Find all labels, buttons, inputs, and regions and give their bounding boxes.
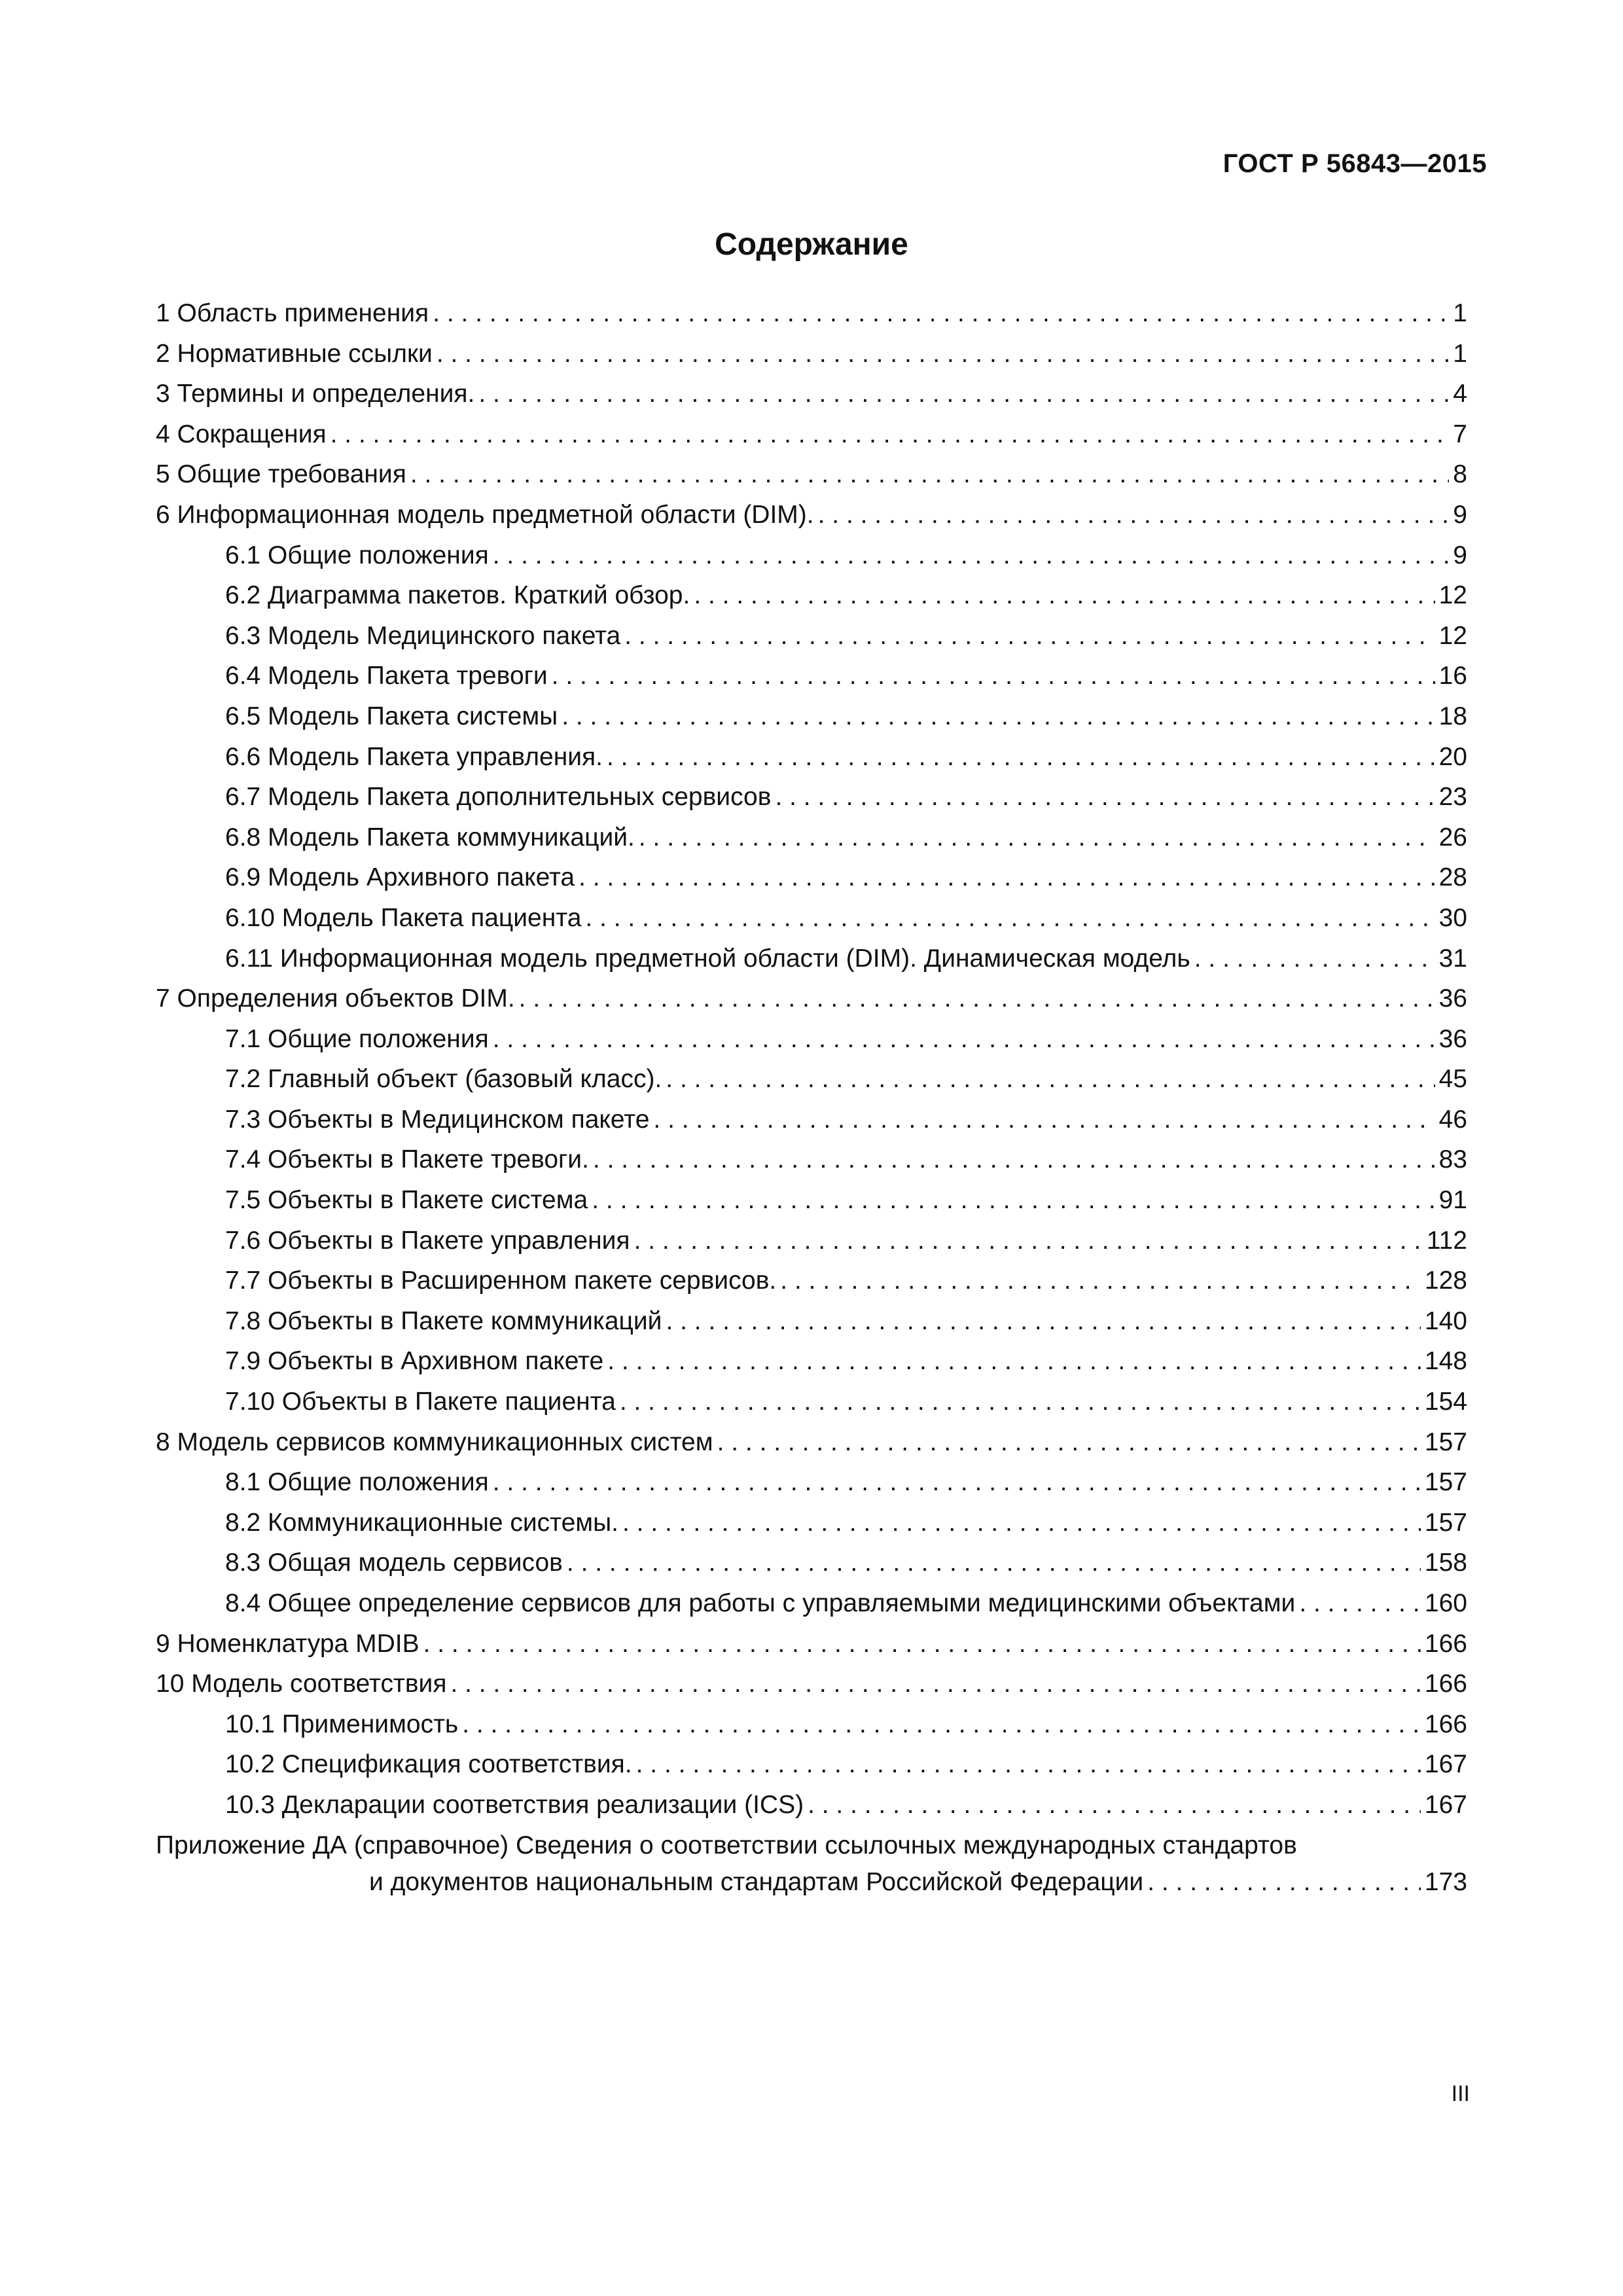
toc-entry-label: 7.6 Объекты в Пакете управления (225, 1226, 630, 1255)
toc-entry[interactable] (156, 1664, 1467, 1704)
toc-entry-page: 30 (1438, 903, 1467, 932)
toc-entry-label: 10 Модель соответствия (156, 1670, 447, 1698)
dot-leader (437, 334, 1449, 374)
toc-entry-label: 7.5 Объекты в Пакете система (225, 1186, 588, 1215)
dot-leader (1147, 1863, 1421, 1901)
dot-leader (653, 1100, 1435, 1140)
dot-leader (567, 1543, 1421, 1583)
toc-entry-label: 7.1 Общие положения (225, 1024, 489, 1053)
dot-leader (666, 1059, 1435, 1100)
toc-entry[interactable] (156, 1100, 1467, 1140)
toc-entry-label: 6.2 Диаграмма пакетов. Краткий обзор. (225, 581, 690, 610)
toc-entry-page: 140 (1424, 1306, 1467, 1335)
toc-entry-page: 1 (1453, 339, 1467, 368)
toc-entry-label: 7.2 Главный объект (базовый класс). (225, 1065, 662, 1094)
toc-entry[interactable] (156, 1382, 1467, 1422)
dot-leader (433, 293, 1449, 334)
dot-leader (780, 1261, 1421, 1301)
toc-entry-page: 12 (1438, 581, 1467, 610)
dot-leader (478, 374, 1449, 414)
toc-entry-page: 26 (1438, 823, 1467, 852)
toc-entry-label: 6.1 Общие положения (225, 541, 489, 569)
dot-leader (462, 1704, 1421, 1745)
toc-entry-page: 12 (1438, 621, 1467, 650)
toc-entry-page: 20 (1438, 742, 1467, 771)
dot-leader (818, 495, 1450, 535)
toc-entry[interactable] (156, 1744, 1467, 1785)
toc-entry[interactable] (156, 1422, 1467, 1463)
dot-leader (423, 1624, 1421, 1664)
toc-entry[interactable] (156, 414, 1467, 455)
toc-entry-page: 46 (1438, 1105, 1467, 1134)
toc-entry-page: 31 (1438, 944, 1467, 973)
dot-leader (694, 575, 1435, 616)
toc-entry-label: 8.1 Общие положения (225, 1468, 489, 1497)
dot-leader (607, 1341, 1421, 1382)
dot-leader (330, 414, 1450, 455)
appendix-continuation (156, 1863, 1467, 1901)
toc-entry[interactable] (156, 939, 1467, 979)
toc-entry-page: 148 (1424, 1347, 1467, 1376)
dot-leader (639, 817, 1435, 858)
toc-entry-label: 7.7 Объекты в Расширенном пакете сервисов. (225, 1266, 777, 1295)
toc-entry[interactable] (156, 293, 1467, 334)
toc-entry-label: 8.3 Общая модель сервисов (225, 1549, 563, 1577)
toc-entry-label: 3 Термины и определения. (156, 380, 475, 408)
toc-entry-page: 167 (1424, 1750, 1467, 1779)
toc-entry[interactable] (156, 737, 1467, 778)
toc-entry[interactable] (156, 535, 1467, 576)
toc-entry-label: 6.8 Модель Пакета коммуникаций. (225, 823, 635, 852)
appendix-title-line: Приложение ДА (справочное) Сведения о соответствии ссылочных международных стандартов (156, 1831, 1297, 1859)
toc-entry-label: 10.1 Применимость (225, 1710, 459, 1738)
toc-entry-page: 36 (1438, 984, 1467, 1013)
toc-entry-label: 7.10 Объекты в Пакете пациента (225, 1388, 616, 1416)
toc-entry-label: 4 Сокращения (156, 420, 327, 448)
dot-leader (634, 1221, 1423, 1261)
toc-entry[interactable] (156, 495, 1467, 535)
toc-entry-page: 166 (1424, 1670, 1467, 1698)
toc-entry[interactable] (156, 1139, 1467, 1180)
toc-entry-page: 112 (1426, 1226, 1467, 1255)
dot-leader (585, 898, 1435, 939)
toc-entry[interactable] (156, 857, 1467, 898)
toc-entry-label: 6.9 Модель Архивного пакета (225, 863, 575, 892)
dot-leader (493, 1462, 1421, 1503)
toc-entry-page: 128 (1424, 1266, 1467, 1295)
toc-entry-page: 4 (1453, 380, 1467, 408)
table-of-contents (156, 293, 1467, 1901)
dot-leader (620, 1382, 1421, 1422)
toc-entry[interactable] (156, 1261, 1467, 1301)
toc-entry[interactable] (156, 1180, 1467, 1221)
toc-entry-label: 6.5 Модель Пакета системы (225, 702, 558, 730)
toc-entry-label: 2 Нормативные ссылки (156, 339, 433, 368)
toc-entry-label: 6 Информационная модель предметной области (DIM). (156, 500, 814, 529)
toc-entry-page: 166 (1424, 1710, 1467, 1738)
toc-entry-label: 7.9 Объекты в Архивном пакете (225, 1347, 604, 1376)
toc-entry-label: 7.4 Объекты в Пакете тревоги. (225, 1145, 589, 1174)
dot-leader (636, 1744, 1421, 1785)
dot-leader (775, 777, 1435, 817)
toc-entry-label: 1 Область применения (156, 299, 429, 327)
toc-entry[interactable] (156, 978, 1467, 1019)
toc-entry[interactable] (156, 616, 1467, 656)
toc-entry[interactable] (156, 817, 1467, 858)
toc-entry-label: 10.2 Спецификация соответствия. (225, 1750, 632, 1779)
toc-entry[interactable] (156, 1221, 1467, 1261)
toc-entry-label: 7.8 Объекты в Пакете коммуникаций (225, 1306, 662, 1335)
toc-entry-label: 5 Общие требования (156, 460, 406, 489)
toc-entry[interactable] (156, 1785, 1467, 1825)
dot-leader (519, 978, 1435, 1019)
dot-leader (493, 1019, 1435, 1060)
toc-entry-page: 16 (1438, 662, 1467, 691)
toc-entry-page: 83 (1438, 1145, 1467, 1174)
toc-entry-label: 6.11 Информационная модель предметной области (DIM). Динамическая модель (225, 944, 1190, 973)
appendix-title-continuation: и документов национальным стандартам Российской Федерации (369, 1867, 1144, 1896)
dot-leader (562, 696, 1435, 737)
dot-leader (607, 737, 1435, 778)
toc-entry-page: 28 (1438, 863, 1467, 892)
toc-entry-page: 9 (1453, 541, 1467, 569)
toc-entry-page: 157 (1424, 1508, 1467, 1537)
toc-entry-page: 45 (1438, 1065, 1467, 1094)
toc-entry[interactable] (156, 898, 1467, 939)
toc-entry-page: 9 (1453, 500, 1467, 529)
toc-entry-label: 6.6 Модель Пакета управления. (225, 742, 603, 771)
toc-entry-label: 6.7 Модель Пакета дополнительных сервисов (225, 783, 772, 812)
toc-entry[interactable] (156, 1462, 1467, 1503)
dot-leader (622, 1503, 1421, 1543)
toc-entry[interactable] (156, 1583, 1467, 1624)
dot-leader (592, 1180, 1435, 1221)
toc-entry-label: 8.2 Коммуникационные системы. (225, 1508, 618, 1537)
dot-leader (624, 616, 1435, 656)
toc-entry-label: 6.10 Модель Пакета пациента (225, 903, 582, 932)
dot-leader (808, 1785, 1421, 1825)
toc-entry-label: 7.3 Объекты в Медицинском пакете (225, 1105, 650, 1134)
toc-entry[interactable] (156, 454, 1467, 495)
dot-leader (717, 1422, 1421, 1463)
toc-entry[interactable] (156, 777, 1467, 817)
toc-entry-page: 154 (1424, 1388, 1467, 1416)
toc-entry[interactable] (156, 1341, 1467, 1382)
toc-entry-page: 158 (1424, 1549, 1467, 1577)
dot-leader (410, 454, 1449, 495)
toc-entry-page: 160 (1424, 1589, 1467, 1617)
toc-entry-page: 91 (1438, 1186, 1467, 1215)
toc-entry-label: 8 Модель сервисов коммуникационных систем (156, 1427, 713, 1456)
dot-leader (1299, 1583, 1421, 1624)
toc-entry-page: 166 (1424, 1629, 1467, 1658)
toc-entry-page: 157 (1424, 1427, 1467, 1456)
toc-entry[interactable] (156, 696, 1467, 737)
toc-entry[interactable] (156, 1019, 1467, 1060)
toc-entry-page: 1 (1453, 299, 1467, 327)
dot-leader (450, 1664, 1420, 1704)
toc-entry-page: 23 (1438, 783, 1467, 812)
page-number: III (1451, 2081, 1470, 2106)
dot-leader (666, 1301, 1420, 1342)
document-code: ГОСТ Р 56843—2015 (1222, 149, 1487, 178)
toc-entry-appendix[interactable] (156, 1828, 1467, 1901)
toc-entry[interactable] (156, 575, 1467, 616)
toc-entry-page: 36 (1438, 1024, 1467, 1053)
toc-entry-page: 7 (1453, 420, 1467, 448)
toc-entry[interactable] (156, 1704, 1467, 1745)
toc-entry-label: 10.3 Декларации соответствия реализации (ICS) (225, 1790, 804, 1819)
toc-entry[interactable] (156, 1301, 1467, 1342)
toc-entry-label: 8.4 Общее определение сервисов для работы с управляемыми медицинскими объектами (225, 1589, 1296, 1617)
toc-entry-label: 7 Определения объектов DIM. (156, 984, 515, 1013)
toc-entry-page: 173 (1424, 1867, 1467, 1896)
toc-entry-page: 18 (1438, 702, 1467, 730)
toc-entry[interactable] (156, 1624, 1467, 1664)
toc-entry[interactable] (156, 1503, 1467, 1543)
dot-leader (493, 535, 1450, 576)
toc-title: Содержание (715, 227, 908, 262)
toc-entry-page: 167 (1424, 1790, 1467, 1819)
dot-leader (579, 857, 1435, 898)
toc-entry-page: 157 (1424, 1468, 1467, 1497)
toc-entry-label: 6.3 Модель Медицинского пакета (225, 621, 621, 650)
toc-entry[interactable] (156, 1543, 1467, 1583)
toc-entry[interactable] (156, 334, 1467, 374)
toc-entry-label: 6.4 Модель Пакета тревоги (225, 662, 548, 691)
toc-entry[interactable] (156, 374, 1467, 414)
dot-leader (552, 656, 1435, 696)
dot-leader (1194, 939, 1435, 979)
toc-entry-label: 9 Номенклатура MDIB (156, 1629, 419, 1658)
dot-leader (593, 1139, 1435, 1180)
toc-entry-page: 8 (1453, 460, 1467, 489)
toc-entry[interactable] (156, 1059, 1467, 1100)
toc-entry[interactable] (156, 656, 1467, 696)
